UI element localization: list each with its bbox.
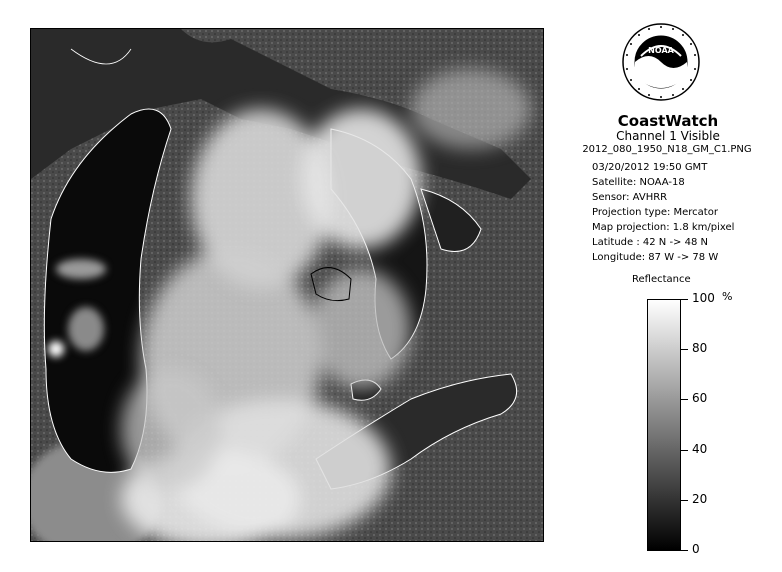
map-projection: Map projection: 1.8 km/pixel <box>592 222 735 233</box>
colorbar-title: Reflectance <box>632 274 691 285</box>
colorbar-tick-label: 80 <box>692 341 708 355</box>
colorbar-tick <box>681 500 688 501</box>
satellite-map <box>30 28 544 542</box>
colorbar-tick <box>681 450 688 451</box>
latitude: Latitude : 42 N -> 48 N <box>592 237 708 248</box>
title: CoastWatch <box>617 112 719 130</box>
colorbar <box>647 299 681 551</box>
colorbar-tick <box>681 349 688 350</box>
colorbar-tick-label: 60 <box>692 391 708 405</box>
colorbar-tick <box>681 550 688 551</box>
subtitle: Channel 1 Visible <box>616 129 720 143</box>
colorbar-tick-label: 20 <box>692 492 708 506</box>
sensor: Sensor: AVHRR <box>592 192 668 203</box>
logo-text: NOAA <box>648 46 674 55</box>
colorbar-tick-label: 40 <box>692 442 708 456</box>
colorbar-tick-label: 0 <box>692 542 700 556</box>
satellite: Satellite: NOAA-18 <box>592 177 685 188</box>
datetime: 03/20/2012 19:50 GMT <box>592 162 708 173</box>
map-image <box>31 29 543 541</box>
noaa-logo <box>621 22 701 102</box>
noaa-seal-icon <box>621 22 701 102</box>
colorbar-tick <box>681 399 688 400</box>
longitude: Longitude: 87 W -> 78 W <box>592 252 719 263</box>
colorbar-tick <box>681 299 688 300</box>
filename: 2012_080_1950_N18_GM_C1.PNG <box>582 144 752 155</box>
colorbar-unit: % <box>722 290 733 303</box>
projection-type: Projection type: Mercator <box>592 207 718 218</box>
colorbar-tick-label: 100 <box>692 291 715 305</box>
